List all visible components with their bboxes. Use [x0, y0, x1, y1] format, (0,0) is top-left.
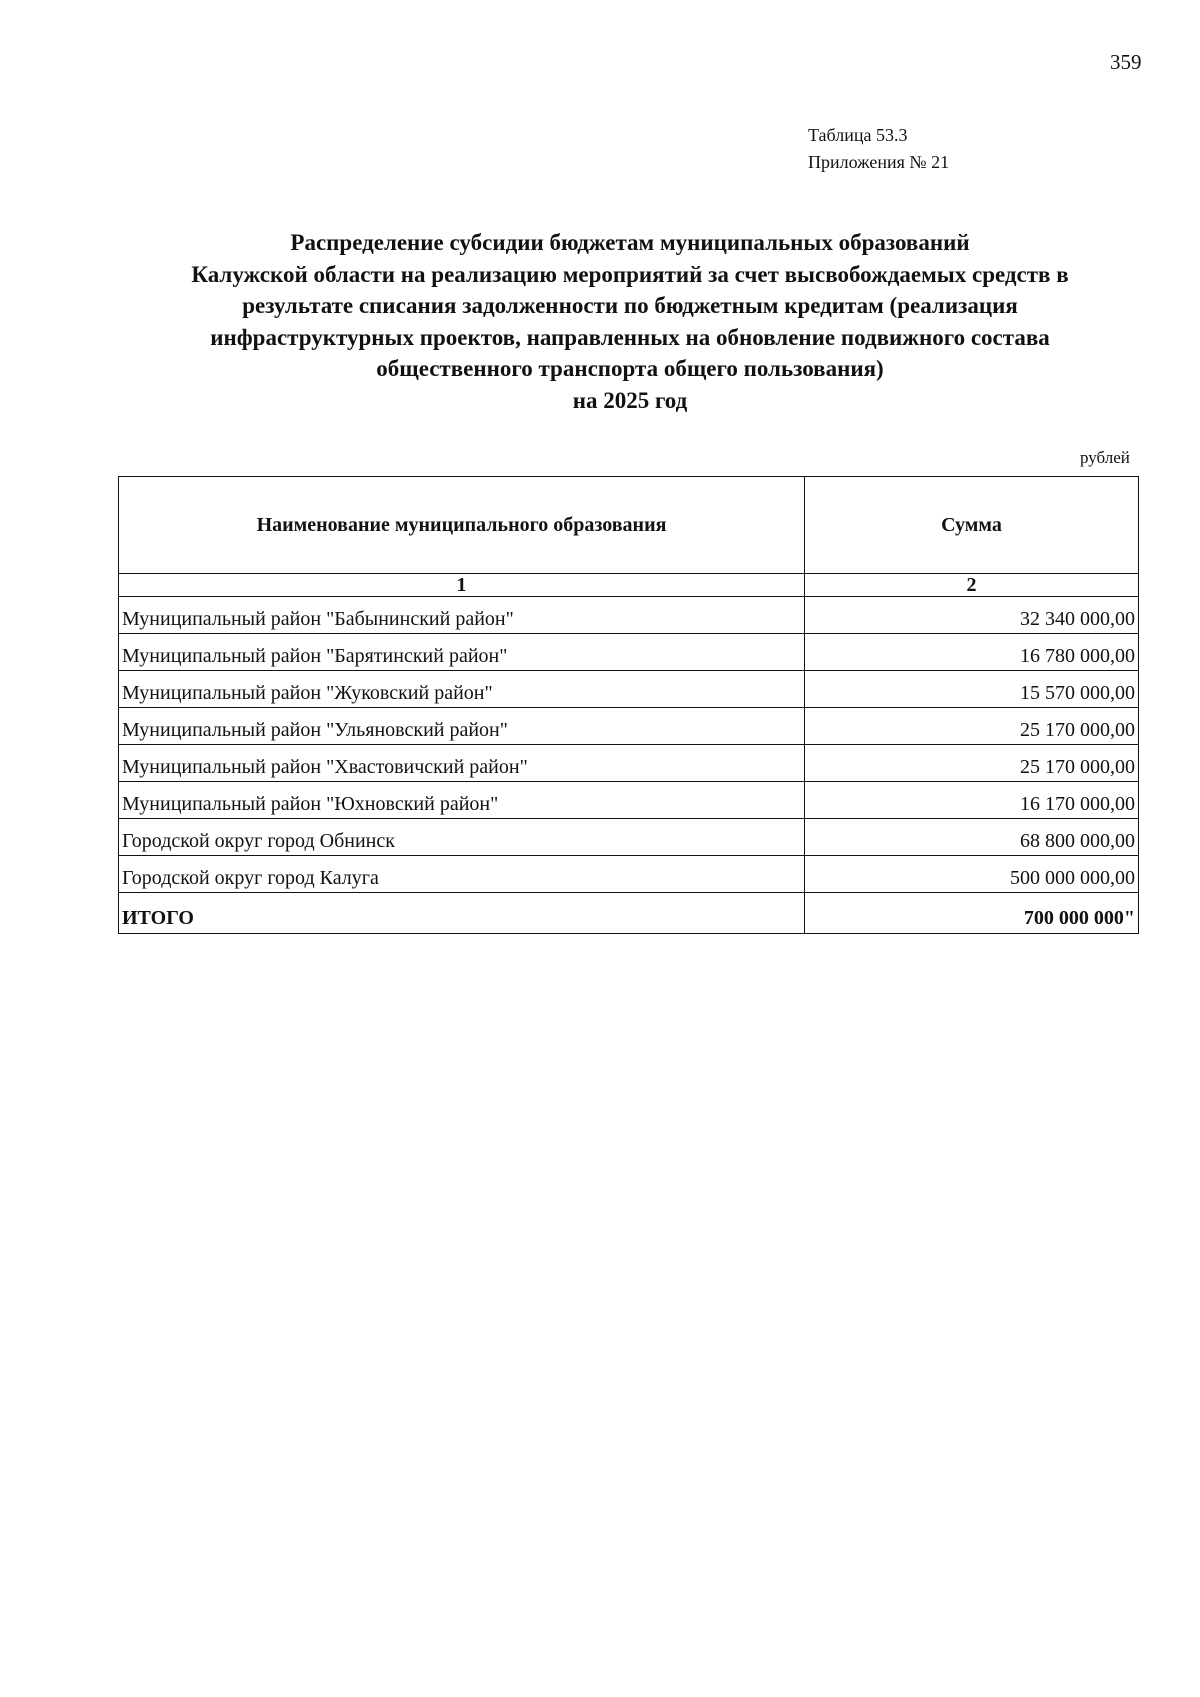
municipality-sum: 15 570 000,00	[805, 671, 1139, 708]
municipality-name: Городской округ город Обнинск	[119, 819, 805, 856]
table-number: Таблица 53.3	[808, 125, 908, 145]
table-row	[119, 819, 1139, 856]
municipality-name: Муниципальный район "Барятинский район"	[119, 634, 805, 671]
units-label: рублей	[1080, 448, 1130, 467]
total-label: ИТОГО	[119, 893, 805, 934]
column-number-name: 1	[119, 574, 805, 597]
table-row	[119, 856, 1139, 893]
title-line: на 2025 год	[572, 387, 688, 413]
title-line: результате списания задолженности по бюджетным кредитам (реализация	[242, 293, 1018, 318]
total-sum: 700 000 000"	[805, 893, 1139, 934]
table-reference	[808, 122, 949, 176]
municipality-name: Муниципальный район "Ульяновский район"	[119, 708, 805, 745]
table-row	[119, 745, 1139, 782]
document-title	[100, 227, 1160, 416]
municipality-sum: 16 170 000,00	[805, 782, 1139, 819]
municipality-sum: 68 800 000,00	[805, 819, 1139, 856]
page-number: 359	[1110, 50, 1142, 74]
title-line: инфраструктурных проектов, направленных на обновление подвижного состава	[210, 324, 1050, 350]
municipality-name: Городской округ город Калуга	[119, 856, 805, 893]
municipality-sum: 25 170 000,00	[805, 745, 1139, 782]
appendix-number: Приложения № 21	[808, 152, 950, 172]
municipality-name: Муниципальный район "Бабынинский район"	[119, 597, 805, 634]
municipality-name: Муниципальный район "Хвастовичский район"	[119, 745, 805, 782]
municipality-name: Муниципальный район "Юхновский район"	[119, 782, 805, 819]
table-row	[119, 708, 1139, 745]
table-row	[119, 634, 1139, 671]
header-name: Наименование муниципального образования	[119, 477, 805, 574]
header-sum: Сумма	[805, 477, 1139, 574]
header-row	[119, 477, 1139, 574]
table-row	[119, 597, 1139, 634]
table-row	[119, 782, 1139, 819]
municipality-sum: 16 780 000,00	[805, 634, 1139, 671]
title-line: Калужской области на реализацию мероприятий за счет высвобождаемых средств в	[191, 261, 1069, 287]
municipality-sum: 500 000 000,00	[805, 856, 1139, 893]
column-number-row	[119, 574, 1139, 597]
table-row	[119, 671, 1139, 708]
municipality-sum: 25 170 000,00	[805, 708, 1139, 745]
column-number-sum: 2	[805, 574, 1139, 597]
title-line: общественного транспорта общего пользования)	[376, 356, 884, 381]
title-line: Распределение субсидии бюджетам муниципальных образований	[290, 230, 970, 255]
total-row	[119, 893, 1139, 934]
municipality-name: Муниципальный район "Жуковский район"	[119, 671, 805, 708]
municipality-sum: 32 340 000,00	[805, 597, 1139, 634]
subsidy-table	[118, 476, 1139, 934]
